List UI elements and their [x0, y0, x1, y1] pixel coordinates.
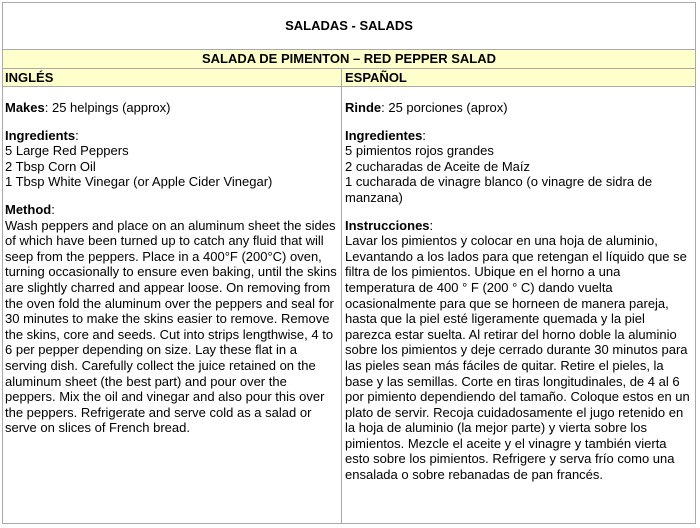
ingredient-item: 1 Tbsp White Vinegar (or Apple Cider Vinegar)	[5, 174, 273, 190]
english-makes	[5, 100, 339, 116]
english-makes-value: : 25 helpings (approx)	[44, 100, 171, 115]
spanish-makes-value: : 25 porciones (aprox)	[381, 100, 508, 115]
english-method-label: Method	[5, 201, 52, 217]
ingredient-item: 2 Tbsp Corn Oil	[5, 158, 96, 174]
spanish-makes-label: Rinde	[345, 100, 382, 115]
english-method-colon: :	[51, 201, 55, 217]
spanish-method-colon: :	[429, 217, 434, 233]
recipe-title: SALADA DE PIMENTON – RED PEPPER SALAD	[3, 50, 695, 69]
ingredient-item: 1 cucharada de vinagre blanco (o vinagre de sidra de manzana)	[345, 174, 653, 205]
english-ingredients-colon: :	[75, 127, 79, 143]
english-column	[3, 87, 342, 523]
recipe-table	[2, 2, 696, 524]
english-method	[5, 202, 339, 436]
spanish-column	[342, 87, 695, 523]
spanish-ingredients-colon: :	[422, 127, 426, 143]
ingredient-item: 5 pimientos rojos grandes	[345, 143, 494, 159]
page-title: SALADAS - SALADS	[3, 3, 695, 50]
spanish-makes	[345, 100, 693, 116]
english-ingredients-label: Ingredients	[5, 127, 76, 143]
ingredient-item: 5 Large Red Peppers	[5, 143, 129, 159]
english-column-heading: INGLÉS	[3, 69, 342, 87]
english-makes-label: Makes	[5, 100, 45, 115]
spanish-ingredients	[345, 128, 693, 206]
english-ingredients	[5, 128, 339, 190]
spanish-ingredients-label: Ingredientes	[345, 127, 423, 143]
english-method-text: Wash peppers and place on an aluminum sheet the sides of which have been turned up to catch any fluid that will seep from the peppers. Place in a 400°F (200°C) oven, turning occasionally to ensure even baking, until the skins are slightly charred and appear loose. On removing from the oven fold the aluminum over the peppers and seal for 30 minutes to make the skins easier to remove. Remove the skins, core and seeds. Cut into strips lengthwise, 4 to 6 per pepper depending on size. Lay these flat in a serving dish. Carefully collect the juice retained on the aluminum sheet (the best part) and pour over the peppers. Mix the oil and vinegar and also pour this over the peppers. Refrigerate and serve cold as a salad or serve on slices of French bread.	[5, 217, 337, 436]
spanish-column-heading: ESPAÑOL	[342, 69, 695, 87]
spanish-method-text: Lavar los pimientos y colocar en una hoja de aluminio, Levantando a los lados para que retengan el líquido que se filtra de los pimientos. Ubique en el horno a una temperatura de 400 ° F (200 ° C) dando vuelta ocasionalmente para que se horneen de manera pareja, hasta que la piel esté ligeramente quemada y la piel parezca estar suelta. Al retirar del horno doble la aluminio sobre los pimientos y deje cerrado durante 30 minutos para las pieles sean más fáciles de quitar. Retire el pieles, la base y las semillas. Corte en tiras longitudinales, de 4 al 6 por pimiento dependiendo del tamaño. Coloque estos en un plato de servir. Recoja cuidadosamente el jugo retenido en la hoja de aluminio (la mejor parte) y vierta sobre los pimientos. Mezcle el aceite y el vinagre y también vierta esto sobre los pimientos. Refrigere y serva frío como una ensalada o sobre rebanadas de pan francés.	[345, 233, 690, 483]
ingredient-item: 2 cucharadas de Aceite de Maíz	[345, 158, 531, 174]
spanish-method-label: Instrucciones	[345, 217, 430, 233]
spanish-method	[345, 218, 693, 483]
